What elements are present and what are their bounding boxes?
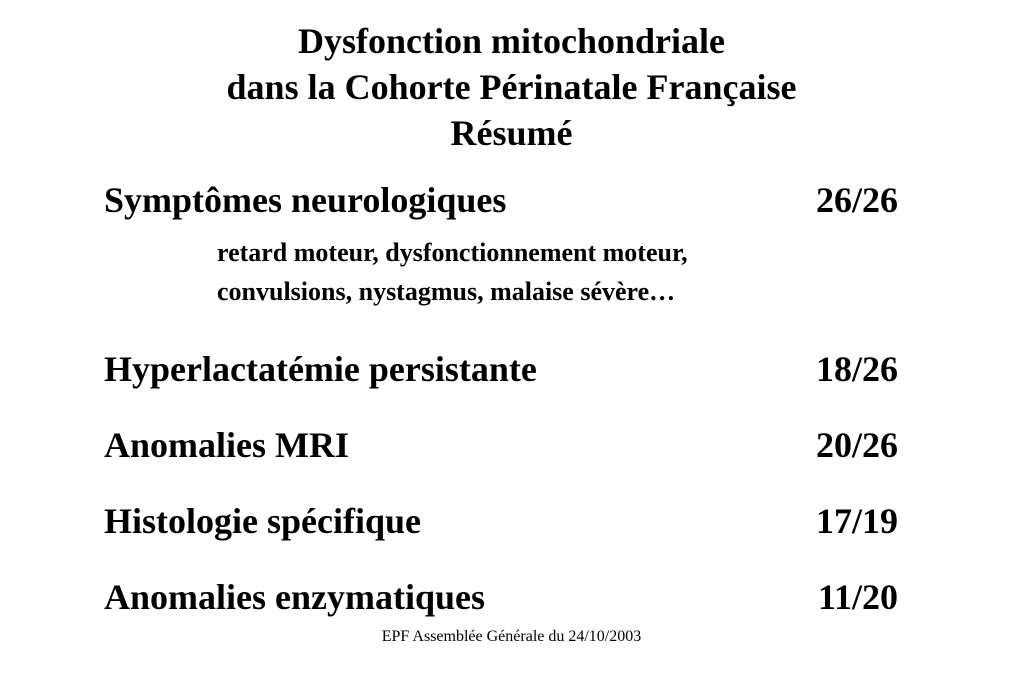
row-value: 26/26 [815,180,898,220]
row-label: Anomalies enzymatiques [104,577,485,617]
row-value: 17/19 [815,501,898,541]
title-line-3: Résumé [450,113,573,153]
slide-footer: EPF Assemblée Générale du 24/10/2003 [381,628,642,645]
summary-row-histology [104,499,898,543]
row-label: Symptômes neurologiques [104,180,507,220]
neurological-details [217,233,688,311]
row-label: Histologie spécifique [104,501,421,541]
row-value: 20/26 [815,425,898,465]
summary-row-neurological [104,178,898,222]
title-line-1: Dysfonction mitochondriale [298,21,725,61]
row-label: Hyperlactatémie persistante [104,349,537,389]
summary-row-enzymatic [104,575,898,619]
summary-row-hyperlactatemia [104,347,898,391]
row-label: Anomalies MRI [104,425,349,465]
row-value: 11/20 [817,577,898,617]
slide-title [0,18,1023,156]
detail-line-2: convulsions, nystagmus, malaise sévère… [217,277,676,306]
summary-row-mri [104,423,898,467]
row-value: 18/26 [815,349,898,389]
detail-line-1: retard moteur, dysfonctionnement moteur, [217,238,688,267]
title-line-2: dans la Cohorte Périnatale Française [226,67,797,107]
